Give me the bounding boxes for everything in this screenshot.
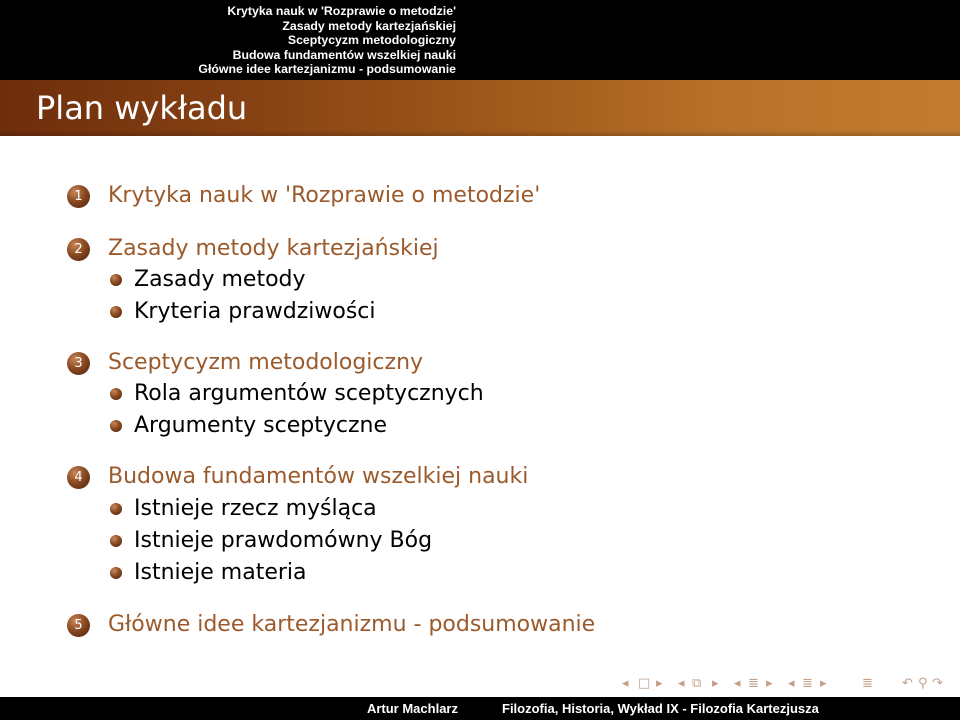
author-name: Artur Machlarz [366, 701, 458, 716]
navigation-symbols [622, 676, 952, 692]
section-navigation-bar [0, 0, 960, 80]
nav-section-4[interactable]: Budowa fundamentów wszelkiej nauki [232, 47, 456, 62]
footer-author [0, 697, 480, 720]
bullet-icon [110, 535, 122, 547]
footer-presentation-title: Filozofia, Historia, Wykład IX - Filozofia Kartezjusza [502, 701, 819, 716]
nav-section-1[interactable]: Krytyka nauk w 'Rozprawie o metodzie' [227, 4, 456, 18]
toc-section-title[interactable]: Sceptycyzm metodologiczny [108, 350, 424, 375]
section-number-ball: 1 [67, 185, 90, 208]
subsection-icon[interactable]: ≣ [802, 676, 813, 691]
footer-bar [0, 697, 960, 720]
bullet-icon [110, 274, 122, 286]
nav-section-2[interactable]: Zasady metody kartezjańskiej [282, 18, 456, 33]
bullet-icon [110, 420, 122, 432]
toc-subsection-label[interactable]: Kryteria prawdziwości [134, 299, 376, 324]
section-number-ball: 3 [67, 352, 90, 375]
subsection-forward-icon[interactable]: ▸ [820, 676, 827, 691]
section-number-ball: 2 [67, 238, 90, 261]
toc-subsection-label[interactable]: Istnieje prawdomówny Bóg [134, 528, 433, 553]
toc-section-title[interactable]: Budowa fundamentów wszelkiej nauki [108, 464, 529, 489]
section-list [0, 4, 480, 77]
toc-subsection-label[interactable]: Rola argumentów sceptycznych [134, 381, 484, 406]
frame-forward-icon[interactable]: ▸ [656, 676, 663, 691]
nav-section-5[interactable]: Główne idee kartezjanizmu - podsumowanie [198, 62, 456, 77]
frame-icon[interactable]: □ [638, 676, 651, 691]
toc-section-title[interactable]: Krytyka nauk w 'Rozprawie o metodzie' [108, 183, 541, 208]
section-number-ball: 4 [67, 466, 90, 489]
toc-subsection-label[interactable]: Istnieje rzecz myśląca [134, 496, 377, 521]
search-icon[interactable]: ⚲ [918, 676, 928, 691]
section-number-ball: 5 [67, 614, 90, 637]
bullet-icon [110, 503, 122, 515]
section-list-icon[interactable]: ≣ [862, 676, 873, 691]
toc-subsection-label[interactable]: Zasady metody [134, 267, 306, 292]
title-bar-shadow [0, 130, 960, 136]
subsection-back-icon[interactable]: ◂ [788, 676, 795, 691]
toc-section-title[interactable]: Główne idee kartezjanizmu - podsumowanie [108, 612, 596, 637]
bullet-icon [110, 567, 122, 579]
toc-subsection-label[interactable]: Istnieje materia [134, 560, 307, 585]
subsection-icon[interactable]: ⧉ [692, 676, 702, 691]
toc-subsection-label[interactable]: Argumenty sceptyczne [134, 413, 387, 438]
frame-title: Plan wykładu [36, 89, 248, 127]
bullet-icon [110, 388, 122, 400]
undo-icon[interactable]: ↶ [902, 676, 913, 691]
redo-icon[interactable]: ↷ [932, 676, 943, 691]
section-forward-icon[interactable]: ▸ [766, 676, 773, 691]
bullet-icon [110, 306, 122, 318]
subsection-back-icon[interactable]: ◂ [678, 676, 685, 691]
frame-back-icon[interactable]: ◂ [622, 676, 629, 691]
subsection-forward-icon[interactable]: ▸ [712, 676, 719, 691]
frame-title-bar [0, 80, 960, 136]
nav-section-3[interactable]: Sceptycyzm metodologiczny [287, 33, 456, 48]
section-icon[interactable]: ≣ [748, 676, 759, 691]
section-back-icon[interactable]: ◂ [734, 676, 741, 691]
toc-section-title[interactable]: Zasady metody kartezjańskiej [108, 236, 439, 261]
